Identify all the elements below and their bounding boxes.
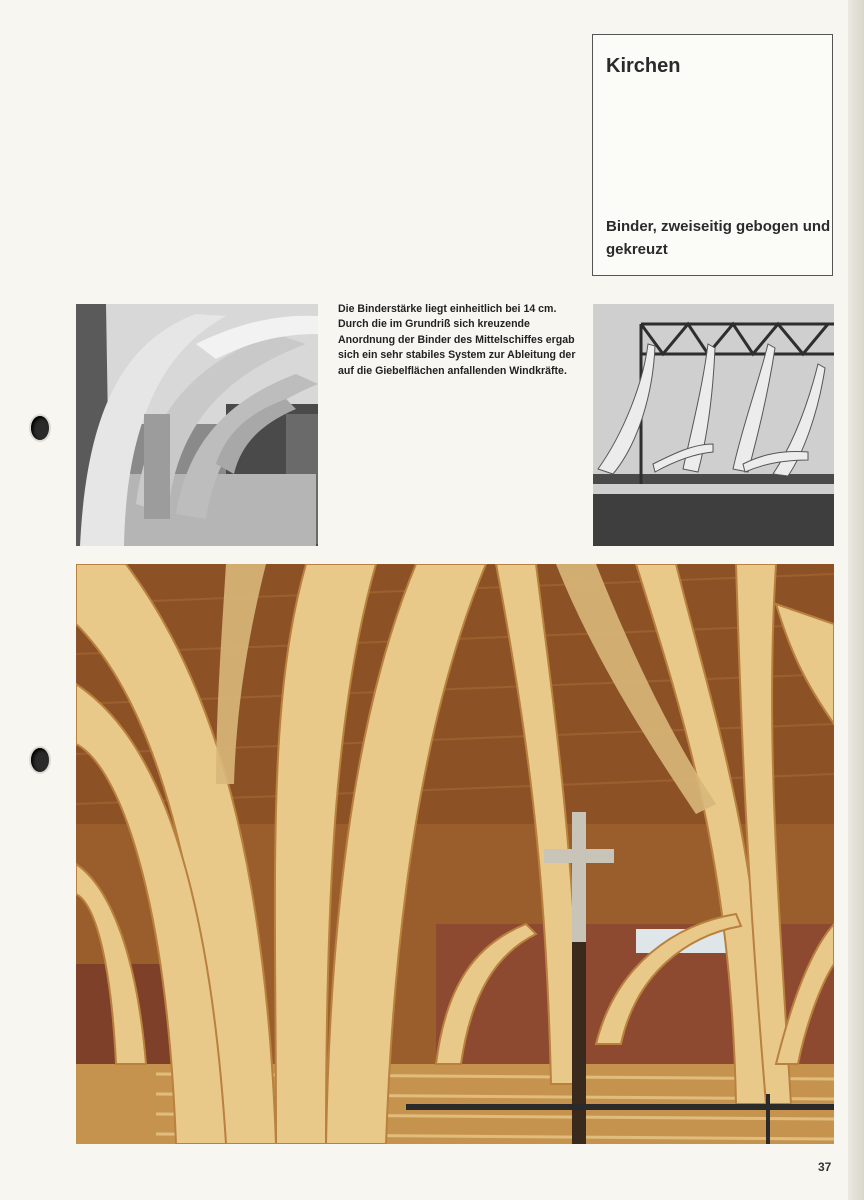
page-title: Kirchen bbox=[606, 55, 681, 77]
photo-construction-bw bbox=[593, 304, 834, 546]
punch-hole-bottom bbox=[31, 748, 49, 772]
page-number: 37 bbox=[818, 1160, 832, 1174]
caption-text: Die Binderstärke liegt einheitlich bei 14 cm. Durch die im Grundriß sich kreuzende Anordnung der Binder des Mittelschiffes ergab sich ein sehr stabiles System zur Ableitung der auf die Giebelflächen anfallenden Windkräfte. bbox=[338, 303, 576, 377]
page-edge bbox=[848, 0, 864, 1200]
page-subtitle: Binder, zweiseitig gebogen und gekreuzt bbox=[606, 218, 831, 258]
photo-interior-bw bbox=[76, 304, 318, 546]
title-box bbox=[592, 34, 833, 276]
photo-church-interior bbox=[76, 564, 834, 1144]
punch-hole-top bbox=[31, 416, 49, 440]
